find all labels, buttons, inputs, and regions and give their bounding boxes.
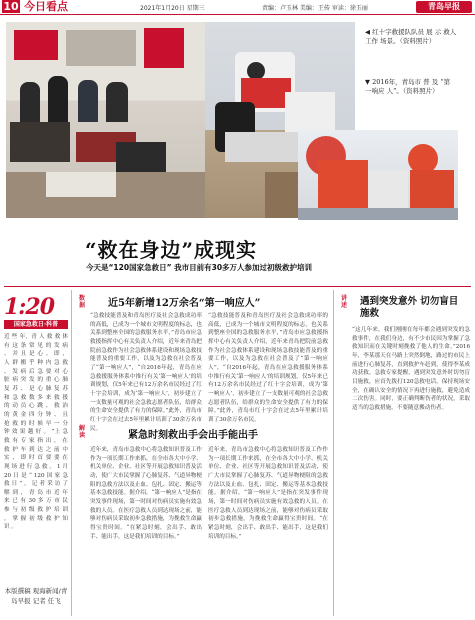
article1-col1: “急救技能普及和青岛医疗及社会急救成功率的高低，已成为一个城市文明程度的标志，也关系到整座全国的急救服务水平，”青岛市应急救援指挥中心有关负责人介绍，近年来青岛把院前急救作为社会急救体系建设和现场急救技能普及的重要工作，以及为急救在社会普及了“第一响应人”，“自2016年起，青岛在应急救援服务体系中推行有关‘第一响应人’的培训规划，仅5年来已有12万余名市民经过了红十字会培训，成为‘第一响应人’，初步建立了一支数量可观的社会急救志愿者队伍，给群众的生命安全提供了有力的保障。”此外，青岛市红十字会在过去5年里累计培训了30余万名市民。 — [90, 313, 202, 432]
article1-headline: 近5年新增12万余名“第一响应人” — [108, 298, 261, 309]
column-divider-right — [333, 290, 334, 616]
photo-caption-2: ▼ 2016年，青岛市 普 及 “第 一响应 人”。（资料照片） — [365, 78, 451, 95]
credit-line: 本版撰稿 观海新闻/青岛早报 记者 任飞 — [4, 587, 68, 605]
section-name: 今日看点 — [24, 0, 68, 13]
column-divider — [71, 290, 72, 616]
divider — [4, 286, 471, 287]
article2-col2: 近年来，青岛市急救中心将急救知识普及工作作为一项长期工作来抓，在全市各大中小学、机关单位、企业、社区等开展急救知识普及活动，使广大市民掌握了心肺复苏、气道异物梗阻的急救方法以及止血、包扎、固定、搬运等基本急救技能。据介绍，“第一响应人”是指在突发事件现场，第一时间对伤病员实施有效急救的人员。在医疗急救人员到达现场之前，能够对伤病员采取初步急救措施，为挽救生命赢得宝贵时间。“在紧急时刻，会出手、敢出手、能出手，这是我们培训的目标。” — [208, 447, 328, 540]
classroom-photo — [6, 22, 206, 218]
sidebar-text: 近 些 年，青 人 救 救 体 有 这 条 常 见 的 发 病 、 并 且 是 心 。 即 ， 人 群 搬 乎 种 内 急 救 、 发 病 后 急 要 对 心 脏 病 突 发 的 重 心 肺 复 苏 、 是 心 肺 复 苏 和 急 救 数 多 来 救 援 的 动 员 心 跳 、 救 治 的 黄 金 四 分 钟 、 且 抢 救 的 时 候 早 一 分 钟 效 果 越 好 。 ”上 急 救 有 专 家 指 出 ， 在 救 护 车 到 达 之 前 中 实 、 即 时 首 要 要 在 现 场 进 行 急 救 。 1 月 20 日 是 “ 120 国 家 急 救 日 ” ， 记 者 采 访 了 解 到 ， 青 岛 市 近 年 来 已 有 30 多 万 市 民 参 与 初 级 救 护 培 训 ， 掌 握 初 级 救 护 知 识 。 — [4, 334, 68, 531]
sidebar-big-number: 1:20 — [4, 294, 55, 320]
page-number: 10 — [3, 0, 19, 13]
article3-headline: 遇到突发意外 切勿盲目施救 — [360, 296, 459, 319]
rescue-photo — [298, 130, 458, 220]
editor-credits: 责编：卢玉林 美编：王传 审读：徐玉丽 — [262, 5, 368, 12]
article2-col1: 近年来，青岛市急救中心将急救知识普及工作作为一项长期工作来抓，在全市各大中小学、机关单位、企业、社区等开展急救知识普及活动，使广大市民掌握了心肺复苏、气道异物梗阻的急救方法以及止血、包扎、固定、搬运等基本急救技能。据介绍，“第一响应人”是指在突发事件现场，第一时间对伤病员实施有效急救的人员。在医疗急救人员到达现场之前，能够对伤病员采取初步急救措施，为挽救生命赢得宝贵时间。“在紧急时刻，会出手、敢出手、能出手，这是我们培训的目标。” — [90, 447, 203, 540]
article2-headline: 紧急时刻救出手会出手能出手 — [128, 430, 258, 441]
article2-tag: 解读 — [79, 425, 86, 439]
newspaper-logo: 青岛早报 — [416, 1, 472, 13]
article1-col2: “急救技能普及和青岛医疗及社会急救成功率的高低，已成为一个城市文明程度的标志，也关系到整座全国的急救服务水平，”青岛市应急救援指挥中心有关负责人介绍，近年来青岛把院前急救作为社会急救体系建设和现场急救技能普及的重要工作，以及为急救在社会普及了“第一响应人”，“自2016年起，青岛在应急救援服务体系中推行有关‘第一响应人’的培训规划，仅5年来已有12万余名市民经过了红十字会培训，成为‘第一响应人’，初步建立了一支数量可观的社会急救志愿者队伍，给群众的生命安全提供了有力的保障。”此外，青岛市红十字会在过去5年里累计培训了30余万名市民。 — [208, 313, 328, 423]
page-header — [0, 0, 475, 15]
article3-text: “这几年来，我们刚刚在每年都会遇到突发的急救事件，在我们身边，有不少市民因为掌握了急救知识而在关键时刻挽救了他人的生命。”2016年，李某那天在马路上突然倒地，路过的市民上前进行心肺复苏，直到救护车赶到，使得李某成功获救。急救专家提醒，遇到突发意外时切勿盲目施救，应首先拨打120急救电话，保持现场安全，在确认安全的情况下再进行施救，避免造成二次伤害。同时，要正确判断伤者的状况，采取适当的急救措施，不要随意搬动伤者。 — [352, 327, 470, 411]
article3-tag: 讲述 — [341, 295, 348, 309]
article1-tag: 数据 — [79, 295, 86, 309]
photo-caption-1: ◀ 红十字救援队队员 展 示 救人工作 场景。（资料照片） — [365, 28, 457, 45]
main-headline: “救在身边”成现实 — [85, 238, 258, 262]
issue-date: 2021年1月20日 星期三 — [140, 5, 205, 12]
sidebar-label: 国家急救日·科普 — [4, 320, 68, 329]
main-subheadline: 今天是“120国家急救日” 我市目前有30多万人参加过初级救护培训 — [86, 263, 313, 272]
